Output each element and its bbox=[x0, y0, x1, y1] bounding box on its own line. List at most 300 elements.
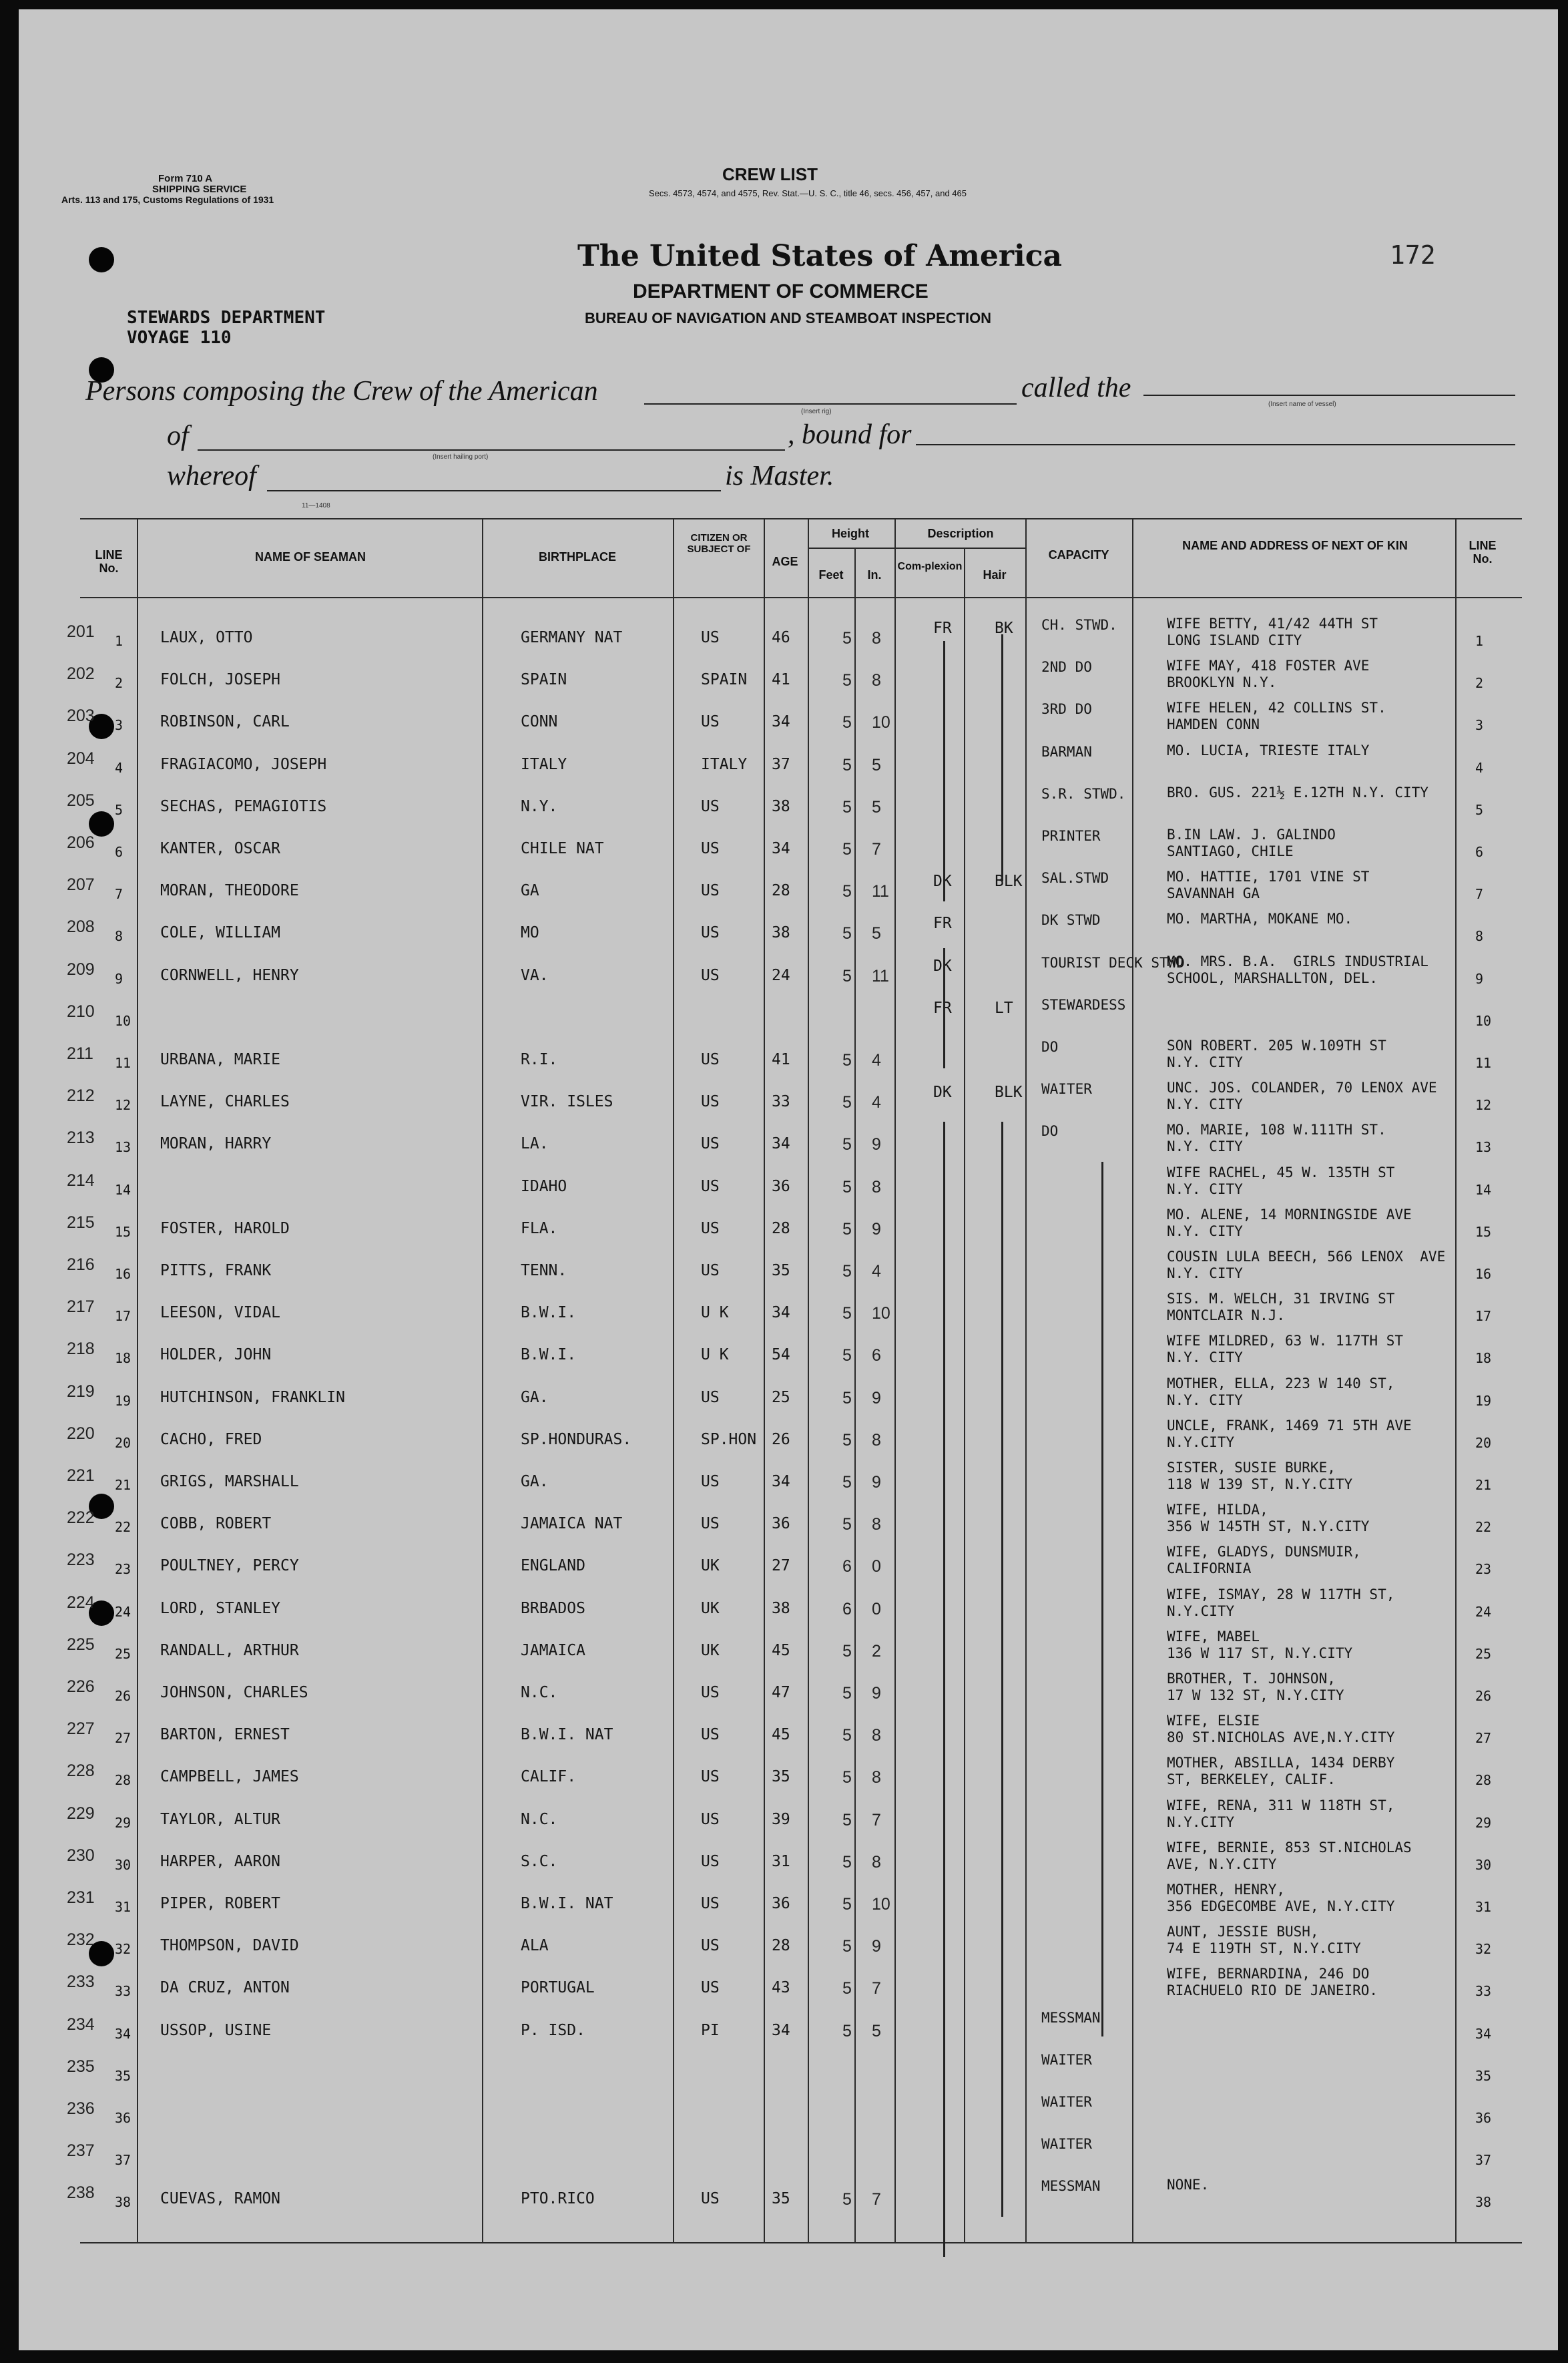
row-index: 226 bbox=[67, 1677, 95, 1696]
row-index: 237 bbox=[67, 2141, 95, 2160]
seaman-name: CAMPBELL, JAMES bbox=[160, 1768, 299, 1785]
row-line-number: 36 bbox=[115, 2110, 132, 2126]
seaman-name: FRAGIACOMO, JOSEPH bbox=[160, 756, 327, 773]
row-line-number: 25 bbox=[115, 1646, 132, 1662]
citizenship: ITALY bbox=[701, 756, 748, 773]
age: 27 bbox=[772, 1557, 790, 1574]
birthplace: GA bbox=[521, 882, 539, 899]
row-line-number-right: 26 bbox=[1475, 1688, 1492, 1704]
row-line-number-right: 33 bbox=[1475, 1983, 1492, 1999]
age: 34 bbox=[772, 840, 790, 857]
next-of-kin: WIFE, GLADYS, DUNSMUIR, CALIFORNIA bbox=[1167, 1544, 1361, 1577]
complexion: DK bbox=[933, 873, 952, 890]
next-of-kin: MO. MRS. B.A. GIRLS INDUSTRIAL SCHOOL, MARSHALLTON, DEL. bbox=[1167, 953, 1428, 987]
capacity: S.R. STWD. bbox=[1041, 786, 1126, 802]
col-header-hair: Hair bbox=[983, 568, 1007, 582]
row-line-number-right: 22 bbox=[1475, 1519, 1492, 1535]
height-feet: 5 bbox=[842, 798, 852, 817]
next-of-kin: WIFE, RENA, 311 W 118TH ST, N.Y.CITY bbox=[1167, 1797, 1395, 1831]
seaman-name: JOHNSON, CHARLES bbox=[160, 1684, 308, 1701]
row-line-number: 16 bbox=[115, 1266, 132, 1282]
height-feet: 5 bbox=[842, 1895, 852, 1914]
row-line-number: 12 bbox=[115, 1097, 132, 1113]
row-line-number-right: 23 bbox=[1475, 1561, 1492, 1577]
col-rule bbox=[854, 548, 856, 2243]
height-inches: 8 bbox=[872, 1853, 881, 1872]
row-line-number-right: 28 bbox=[1475, 1772, 1492, 1788]
col-header-description: Description bbox=[927, 527, 994, 540]
complexion: DK bbox=[933, 1084, 952, 1101]
citizenship: U K bbox=[701, 1346, 729, 1363]
age: 28 bbox=[772, 1220, 790, 1237]
age: 39 bbox=[772, 1811, 790, 1828]
height-inches: 5 bbox=[872, 798, 881, 817]
age: 28 bbox=[772, 1937, 790, 1954]
page-number: 172 bbox=[1390, 240, 1436, 270]
row-line-number-right: 38 bbox=[1475, 2194, 1492, 2210]
height-feet: 5 bbox=[842, 1811, 852, 1830]
row-index: 225 bbox=[67, 1635, 95, 1654]
birthplace: ALA bbox=[521, 1937, 549, 1954]
capacity: MESSMAN bbox=[1041, 2010, 1101, 2026]
next-of-kin: MOTHER, HENRY, 356 EDGECOMBE AVE, N.Y.CITY bbox=[1167, 1882, 1395, 1915]
birthplace: PORTUGAL bbox=[521, 1979, 595, 1996]
row-index: 203 bbox=[67, 706, 95, 725]
row-line-number-right: 11 bbox=[1475, 1055, 1492, 1071]
birthplace: B.W.I. NAT bbox=[521, 1726, 613, 1743]
citizenship: US bbox=[701, 1220, 720, 1237]
citizenship: US bbox=[701, 1726, 720, 1743]
height-subrule bbox=[808, 548, 1025, 549]
next-of-kin: WIFE HELEN, 42 COLLINS ST. HAMDEN CONN bbox=[1167, 700, 1386, 733]
citizenship: US bbox=[701, 882, 720, 899]
row-line-number-right: 36 bbox=[1475, 2110, 1492, 2126]
citizenship: US bbox=[701, 1093, 720, 1110]
birthplace: B.W.I. NAT bbox=[521, 1895, 613, 1912]
ditto-stroke bbox=[1001, 634, 1003, 881]
seaman-name: TAYLOR, ALTUR bbox=[160, 1811, 281, 1828]
row-line-number: 35 bbox=[115, 2068, 132, 2084]
height-feet: 5 bbox=[842, 629, 852, 648]
seaman-name: BARTON, ERNEST bbox=[160, 1726, 290, 1743]
height-inches: 0 bbox=[872, 1557, 881, 1576]
citizenship: US bbox=[701, 1473, 720, 1490]
line1-called: called the bbox=[1021, 373, 1131, 403]
capacity: STEWARDESS bbox=[1041, 997, 1126, 1013]
height-feet: 5 bbox=[842, 1473, 852, 1492]
birthplace: JAMAICA NAT bbox=[521, 1515, 623, 1532]
citizenship: US bbox=[701, 629, 720, 646]
seaman-name: LORD, STANLEY bbox=[160, 1600, 281, 1617]
height-inches: 4 bbox=[872, 1262, 881, 1281]
row-line-number: 19 bbox=[115, 1393, 132, 1409]
birthplace: PTO.RICO bbox=[521, 2190, 595, 2207]
next-of-kin: WIFE MILDRED, 63 W. 117TH ST N.Y. CITY bbox=[1167, 1333, 1404, 1366]
col-header-line: LINE No. bbox=[95, 548, 123, 575]
age: 38 bbox=[772, 1600, 790, 1617]
row-line-number: 37 bbox=[115, 2152, 132, 2168]
height-feet: 5 bbox=[842, 1093, 852, 1112]
height-inches: 9 bbox=[872, 1473, 881, 1492]
line1-label: Persons composing the Crew of the American bbox=[85, 376, 598, 407]
row-index: 233 bbox=[67, 1972, 95, 1991]
row-line-number: 24 bbox=[115, 1604, 132, 1620]
next-of-kin: MO. MARIE, 108 W.111TH ST. N.Y. CITY bbox=[1167, 1122, 1386, 1155]
height-inches: 9 bbox=[872, 1684, 881, 1703]
seaman-name: CUEVAS, RAMON bbox=[160, 2190, 281, 2207]
birthplace: S.C. bbox=[521, 1853, 558, 1870]
next-of-kin: BROTHER, T. JOHNSON, 17 W 132 ST, N.Y.CITY bbox=[1167, 1671, 1344, 1704]
row-line-number: 34 bbox=[115, 2026, 132, 2042]
next-of-kin: WIFE BETTY, 41/42 44TH ST LONG ISLAND CITY bbox=[1167, 616, 1378, 649]
height-feet: 5 bbox=[842, 1051, 852, 1070]
row-line-number: 11 bbox=[115, 1055, 132, 1071]
height-feet: 5 bbox=[842, 2022, 852, 2040]
height-inches: 4 bbox=[872, 1051, 881, 1070]
seaman-name: CACHO, FRED bbox=[160, 1431, 262, 1448]
row-index: 215 bbox=[67, 1213, 95, 1232]
row-line-number-right: 9 bbox=[1475, 971, 1484, 987]
birthplace: SP.HONDURAS. bbox=[521, 1431, 632, 1448]
height-inches: 9 bbox=[872, 1937, 881, 1956]
age: 31 bbox=[772, 1853, 790, 1870]
birthplace: IDAHO bbox=[521, 1178, 567, 1195]
form-service: SHIPPING SERVICE bbox=[152, 184, 247, 195]
next-of-kin: MOTHER, ABSILLA, 1434 DERBY ST, BERKELEY, CALIF. bbox=[1167, 1755, 1395, 1788]
line3-whereof: whereof bbox=[167, 461, 256, 491]
col-rule bbox=[894, 518, 896, 2243]
height-feet: 5 bbox=[842, 840, 852, 859]
next-of-kin: SIS. M. WELCH, 31 IRVING ST MONTCLAIR N.J. bbox=[1167, 1291, 1395, 1324]
citizenship: US bbox=[701, 1768, 720, 1785]
col-rule bbox=[808, 518, 809, 2243]
next-of-kin: WIFE, MABEL 136 W 117 ST, N.Y.CITY bbox=[1167, 1629, 1353, 1662]
height-feet: 5 bbox=[842, 2190, 852, 2209]
seaman-name: RANDALL, ARTHUR bbox=[160, 1642, 299, 1659]
age: 38 bbox=[772, 798, 790, 815]
row-line-number: 22 bbox=[115, 1519, 132, 1535]
birthplace: TENN. bbox=[521, 1262, 567, 1279]
row-line-number-right: 31 bbox=[1475, 1899, 1492, 1915]
birthplace: JAMAICA bbox=[521, 1642, 585, 1659]
row-line-number-right: 15 bbox=[1475, 1224, 1492, 1240]
seaman-name: CORNWELL, HENRY bbox=[160, 967, 299, 984]
birthplace: CALIF. bbox=[521, 1768, 577, 1785]
col-rule bbox=[764, 518, 765, 2243]
citizenship: SP.HON bbox=[701, 1431, 757, 1448]
row-line-number-right: 12 bbox=[1475, 1097, 1492, 1113]
row-index: 201 bbox=[67, 622, 95, 641]
citizenship: UK bbox=[701, 1642, 720, 1659]
citizenship: US bbox=[701, 840, 720, 857]
line3-master: is Master. bbox=[725, 461, 834, 491]
height-feet: 5 bbox=[842, 1178, 852, 1197]
seaman-name: FOLCH, JOSEPH bbox=[160, 671, 281, 688]
row-line-number: 10 bbox=[115, 1013, 132, 1029]
citizenship: US bbox=[701, 1051, 720, 1068]
birthplace: BRBADOS bbox=[521, 1600, 585, 1617]
age: 28 bbox=[772, 882, 790, 899]
next-of-kin: WIFE RACHEL, 45 W. 135TH ST N.Y. CITY bbox=[1167, 1164, 1395, 1198]
next-of-kin: BRO. GUS. 221½ E.12TH N.Y. CITY bbox=[1167, 785, 1428, 801]
col-rule bbox=[1025, 518, 1027, 2243]
age: 54 bbox=[772, 1346, 790, 1363]
seaman-name: HOLDER, JOHN bbox=[160, 1346, 272, 1363]
height-feet: 5 bbox=[842, 1262, 852, 1281]
height-inches: 8 bbox=[872, 671, 881, 690]
hair: BLK bbox=[995, 873, 1023, 890]
capacity: PRINTER bbox=[1041, 828, 1101, 844]
height-inches: 6 bbox=[872, 1346, 881, 1365]
citizenship: US bbox=[701, 1262, 720, 1279]
row-line-number-right: 29 bbox=[1475, 1815, 1492, 1831]
birthplace: CHILE NAT bbox=[521, 840, 604, 857]
ditto-stroke bbox=[1001, 1122, 1003, 2217]
row-index: 218 bbox=[67, 1339, 95, 1358]
birthplace: ITALY bbox=[521, 756, 567, 773]
vessel-hint: (Insert name of vessel) bbox=[1268, 401, 1336, 408]
capacity: DK STWD bbox=[1041, 912, 1101, 928]
height-feet: 5 bbox=[842, 1431, 852, 1450]
row-line-number-right: 27 bbox=[1475, 1730, 1492, 1746]
height-inches: 11 bbox=[872, 967, 889, 986]
row-line-number: 6 bbox=[115, 844, 123, 860]
row-line-number-right: 3 bbox=[1475, 717, 1484, 733]
header-bottom-rule bbox=[80, 597, 1522, 598]
col-rule bbox=[1455, 518, 1457, 2243]
row-line-number-right: 14 bbox=[1475, 1182, 1492, 1198]
country-heading: The United States of America bbox=[577, 239, 1063, 273]
seaman-name: LAYNE, CHARLES bbox=[160, 1093, 290, 1110]
height-inches: 7 bbox=[872, 2190, 881, 2209]
age: 34 bbox=[772, 1304, 790, 1321]
height-feet: 5 bbox=[842, 1853, 852, 1872]
seaman-name: DA CRUZ, ANTON bbox=[160, 1979, 290, 1996]
age: 34 bbox=[772, 1135, 790, 1152]
citizenship: UK bbox=[701, 1600, 720, 1617]
citizenship: US bbox=[701, 713, 720, 730]
row-line-number-right: 32 bbox=[1475, 1941, 1492, 1957]
height-inches: 5 bbox=[872, 924, 881, 943]
row-line-number-right: 10 bbox=[1475, 1013, 1492, 1029]
form-statute: Secs. 4573, 4574, and 4575, Rev. Stat.—U. S. C., title 46, secs. 456, 457, and 465 bbox=[649, 188, 967, 198]
rig-field bbox=[644, 403, 1017, 405]
row-index: 229 bbox=[67, 1804, 95, 1823]
next-of-kin: WIFE, HILDA, 356 W 145TH ST, N.Y.CITY bbox=[1167, 1502, 1370, 1535]
row-line-number-right: 21 bbox=[1475, 1477, 1492, 1493]
row-index: 227 bbox=[67, 1719, 95, 1738]
age: 41 bbox=[772, 1051, 790, 1068]
col-header-name: NAME OF SEAMAN bbox=[255, 550, 366, 564]
row-index: 204 bbox=[67, 749, 95, 768]
age: 46 bbox=[772, 629, 790, 646]
birthplace: N.C. bbox=[521, 1684, 558, 1701]
row-index: 224 bbox=[67, 1593, 95, 1612]
row-line-number-right: 1 bbox=[1475, 633, 1484, 649]
row-line-number-right: 2 bbox=[1475, 675, 1484, 691]
row-index: 213 bbox=[67, 1128, 95, 1147]
row-line-number-right: 20 bbox=[1475, 1435, 1492, 1451]
capacity: MESSMAN bbox=[1041, 2178, 1101, 2194]
seaman-name: PIPER, ROBERT bbox=[160, 1895, 281, 1912]
port-field bbox=[198, 449, 785, 451]
row-index: 214 bbox=[67, 1171, 95, 1190]
next-of-kin: WIFE, BERNARDINA, 246 DO RIACHUELO RIO DE JANEIRO. bbox=[1167, 1966, 1378, 1999]
col-header-citizen: CITIZEN OR SUBJECT OF bbox=[687, 532, 751, 555]
age: 35 bbox=[772, 2190, 790, 2207]
row-line-number: 4 bbox=[115, 760, 123, 776]
row-line-number-right: 4 bbox=[1475, 760, 1484, 776]
row-index: 228 bbox=[67, 1761, 95, 1780]
complexion: FR bbox=[933, 915, 952, 932]
col-rule bbox=[482, 518, 483, 2243]
row-line-number: 21 bbox=[115, 1477, 132, 1493]
next-of-kin: UNC. JOS. COLANDER, 70 LENOX AVE N.Y. CITY bbox=[1167, 1080, 1437, 1113]
height-inches: 8 bbox=[872, 1768, 881, 1787]
row-line-number-right: 6 bbox=[1475, 844, 1484, 860]
capacity: WAITER bbox=[1041, 2094, 1092, 2110]
seaman-name: LEESON, VIDAL bbox=[160, 1304, 281, 1321]
col-header-capacity: CAPACITY bbox=[1048, 548, 1109, 562]
height-inches: 8 bbox=[872, 629, 881, 648]
height-feet: 6 bbox=[842, 1600, 852, 1619]
birthplace: VIR. ISLES bbox=[521, 1093, 613, 1110]
seaman-name: MORAN, THEODORE bbox=[160, 882, 299, 899]
row-index: 220 bbox=[67, 1424, 95, 1443]
seaman-name: KANTER, OSCAR bbox=[160, 840, 281, 857]
height-feet: 5 bbox=[842, 671, 852, 690]
age: 45 bbox=[772, 1642, 790, 1659]
age: 34 bbox=[772, 713, 790, 730]
table-bottom-rule bbox=[80, 2242, 1522, 2243]
seaman-name: HARPER, AARON bbox=[160, 1853, 281, 1870]
vessel-field bbox=[1143, 395, 1515, 396]
row-line-number-right: 25 bbox=[1475, 1646, 1492, 1662]
row-index: 223 bbox=[67, 1550, 95, 1569]
capacity: WAITER bbox=[1041, 2052, 1092, 2068]
birthplace: CONN bbox=[521, 713, 558, 730]
citizenship: US bbox=[701, 2190, 720, 2207]
next-of-kin: WIFE, BERNIE, 853 ST.NICHOLAS AVE, N.Y.CITY bbox=[1167, 1840, 1412, 1873]
next-of-kin: MO. LUCIA, TRIESTE ITALY bbox=[1167, 742, 1370, 759]
master-field bbox=[267, 490, 721, 491]
height-feet: 5 bbox=[842, 1642, 852, 1661]
birthplace: FLA. bbox=[521, 1220, 558, 1237]
birthplace: LA. bbox=[521, 1135, 549, 1152]
height-feet: 5 bbox=[842, 924, 852, 943]
col-header-feet: Feet bbox=[818, 568, 844, 582]
bureau-heading: BUREAU OF NAVIGATION AND STEAMBOAT INSPECTION bbox=[585, 310, 992, 327]
row-line-number: 1 bbox=[115, 633, 123, 649]
row-index: 217 bbox=[67, 1297, 95, 1316]
col-header-height: Height bbox=[832, 527, 869, 540]
citizenship: US bbox=[701, 1979, 720, 1996]
row-index: 236 bbox=[67, 2099, 95, 2118]
table-top-rule bbox=[80, 518, 1522, 519]
row-index: 232 bbox=[67, 1930, 95, 1949]
birthplace: GA. bbox=[521, 1473, 549, 1490]
age: 36 bbox=[772, 1178, 790, 1195]
height-feet: 5 bbox=[842, 1937, 852, 1956]
hair: BK bbox=[995, 620, 1013, 637]
row-line-number: 33 bbox=[115, 1983, 132, 1999]
citizenship: PI bbox=[701, 2022, 720, 2039]
print-code: 11—1408 bbox=[302, 502, 330, 509]
line2-bound: , bound for bbox=[788, 419, 912, 450]
row-line-number-right: 37 bbox=[1475, 2152, 1492, 2168]
seaman-name: SECHAS, PEMAGIOTIS bbox=[160, 798, 327, 815]
seaman-name: ROBINSON, CARL bbox=[160, 713, 290, 730]
complexion: FR bbox=[933, 1000, 952, 1017]
next-of-kin: COUSIN LULA BEECH, 566 LENOX AVE N.Y. CITY bbox=[1167, 1249, 1446, 1282]
height-inches: 7 bbox=[872, 1979, 881, 1998]
height-inches: 8 bbox=[872, 1178, 881, 1197]
row-line-number: 20 bbox=[115, 1435, 132, 1451]
row-line-number: 9 bbox=[115, 971, 123, 987]
next-of-kin: UNCLE, FRANK, 1469 71 5TH AVE N.Y.CITY bbox=[1167, 1418, 1412, 1451]
ditto-stroke bbox=[943, 641, 945, 901]
height-feet: 5 bbox=[842, 1304, 852, 1323]
row-index: 222 bbox=[67, 1508, 95, 1527]
form-regulations: Arts. 113 and 175, Customs Regulations of 1931 bbox=[61, 194, 274, 205]
height-feet: 5 bbox=[842, 1389, 852, 1408]
seaman-name: POULTNEY, PERCY bbox=[160, 1557, 299, 1574]
citizenship: US bbox=[701, 798, 720, 815]
age: 25 bbox=[772, 1389, 790, 1406]
capacity: SAL.STWD bbox=[1041, 870, 1109, 886]
height-inches: 8 bbox=[872, 1726, 881, 1745]
row-line-number: 7 bbox=[115, 886, 123, 902]
height-feet: 5 bbox=[842, 1346, 852, 1365]
row-index: 216 bbox=[67, 1255, 95, 1274]
row-index: 235 bbox=[67, 2057, 95, 2076]
capacity: TOURIST DECK STWD bbox=[1041, 955, 1185, 971]
next-of-kin: MO. HATTIE, 1701 VINE ST SAVANNAH GA bbox=[1167, 869, 1370, 902]
row-index: 221 bbox=[67, 1466, 95, 1485]
seaman-name: USSOP, USINE bbox=[160, 2022, 272, 2039]
height-feet: 5 bbox=[842, 1726, 852, 1745]
row-index: 202 bbox=[67, 664, 95, 683]
row-line-number: 26 bbox=[115, 1688, 132, 1704]
height-inches: 7 bbox=[872, 1811, 881, 1830]
height-feet: 5 bbox=[842, 1684, 852, 1703]
citizenship: US bbox=[701, 1811, 720, 1828]
port-hint: (Insert hailing port) bbox=[433, 453, 489, 461]
seaman-name: GRIGS, MARSHALL bbox=[160, 1473, 299, 1490]
col-header-line-right: LINE No. bbox=[1469, 539, 1497, 566]
next-of-kin: WIFE MAY, 418 FOSTER AVE BROOKLYN N.Y. bbox=[1167, 658, 1370, 691]
height-feet: 5 bbox=[842, 882, 852, 901]
citizenship: U K bbox=[701, 1304, 729, 1321]
next-of-kin: AUNT, JESSIE BUSH, 74 E 119TH ST, N.Y.CITY bbox=[1167, 1924, 1361, 1957]
row-line-number-right: 17 bbox=[1475, 1308, 1492, 1324]
seaman-name: PITTS, FRANK bbox=[160, 1262, 272, 1279]
height-inches: 10 bbox=[872, 1895, 890, 1914]
row-line-number-right: 8 bbox=[1475, 928, 1484, 944]
department-heading: DEPARTMENT OF COMMERCE bbox=[633, 280, 929, 302]
capacity: 2ND DO bbox=[1041, 659, 1092, 675]
row-line-number: 13 bbox=[115, 1139, 132, 1155]
citizenship: US bbox=[701, 1178, 720, 1195]
citizenship: US bbox=[701, 1853, 720, 1870]
row-index: 210 bbox=[67, 1002, 95, 1021]
form-title: CREW LIST bbox=[722, 164, 818, 184]
col-header-age: AGE bbox=[772, 555, 798, 568]
citizenship: US bbox=[701, 1515, 720, 1532]
height-inches: 10 bbox=[872, 713, 890, 732]
row-line-number: 2 bbox=[115, 675, 123, 691]
citizenship: UK bbox=[701, 1557, 720, 1574]
